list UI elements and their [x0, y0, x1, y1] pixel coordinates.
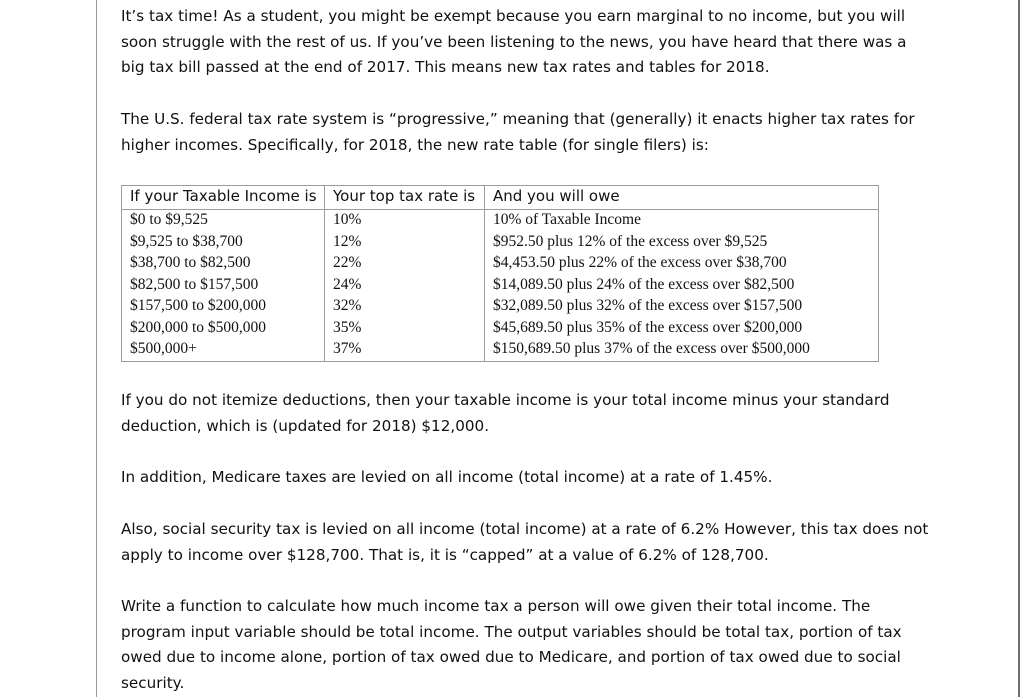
text-line: security. [121, 673, 185, 692]
table-header-row [122, 186, 879, 210]
income-range-cell: $38,700 to $82,500 [122, 253, 325, 275]
header-owe: And you will owe [485, 186, 879, 210]
text-line: owed due to income alone, portion of tax owed due to Medicare, and portion of tax owed due to social [121, 648, 901, 666]
task-paragraph [121, 594, 941, 696]
table-row [122, 296, 879, 318]
rate-cell: 12% [325, 232, 485, 254]
rate-cell: 35% [325, 318, 485, 340]
rate-cell: 24% [325, 275, 485, 297]
text-line: soon struggle with the rest of us. If you’ve been listening to the news, you have heard that there was a [121, 32, 907, 51]
progressive-paragraph [121, 107, 941, 158]
text-line: higher incomes. Specifically, for 2018, the new rate table (for single filers) is: [121, 135, 709, 154]
owe-cell: $4,453.50 plus 22% of the excess over $38,700 [485, 253, 879, 275]
rate-cell: 22% [325, 253, 485, 275]
table-row [122, 318, 879, 340]
text-line: apply to income over $128,700. That is, it is “capped” at a value of 6.2% of 128,700. [121, 545, 769, 564]
text-line: big tax bill passed at the end of 2017. This means new tax rates and tables for 2018. [121, 58, 770, 76]
income-range-cell: $0 to $9,525 [122, 210, 325, 232]
income-range-cell: $9,525 to $38,700 [122, 232, 325, 254]
text-line: In addition, Medicare taxes are levied on all income (total income) at a rate of 1.45%. [121, 468, 773, 486]
text-line: It’s tax time! As a student, you might be exempt because you earn marginal to no income, but you will [121, 7, 906, 25]
income-range-cell: $157,500 to $200,000 [122, 296, 325, 318]
text-line: deduction, which is (updated for 2018) $12,000. [121, 416, 490, 435]
rate-cell: 32% [325, 296, 485, 318]
text-line: program input variable should be total income. The output variables should be total tax, portion of tax [121, 622, 902, 641]
table-row [122, 232, 879, 254]
table-row [122, 339, 879, 361]
owe-cell: $32,089.50 plus 32% of the excess over $157,500 [485, 296, 879, 318]
intro-paragraph [121, 4, 941, 81]
text-line: Write a function to calculate how much income tax a person will owe given their total income. The [121, 597, 871, 615]
text-line: If you do not itemize deductions, then your taxable income is your total income minus your standard [121, 391, 890, 409]
page-left-edge [96, 0, 97, 697]
owe-cell: 10% of Taxable Income [485, 210, 879, 232]
table-row [122, 253, 879, 275]
owe-cell: $14,089.50 plus 24% of the excess over $82,500 [485, 275, 879, 297]
rate-cell: 37% [325, 339, 485, 361]
owe-cell: $45,689.50 plus 35% of the excess over $200,000 [485, 318, 879, 340]
text-line: The U.S. federal tax rate system is “progressive,” meaning that (generally) it enacts higher tax rates for [121, 110, 915, 128]
social-security-paragraph [121, 517, 941, 568]
income-range-cell: $82,500 to $157,500 [122, 275, 325, 297]
medicare-paragraph [121, 465, 941, 491]
owe-cell: $150,689.50 plus 37% of the excess over $500,000 [485, 339, 879, 361]
deduction-paragraph [121, 388, 941, 439]
header-taxable-income: If your Taxable Income is [122, 186, 325, 210]
tax-rate-table [121, 185, 879, 362]
header-top-rate: Your top tax rate is [325, 186, 485, 210]
page-right-edge [1018, 0, 1020, 697]
income-range-cell: $200,000 to $500,000 [122, 318, 325, 340]
text-line: Also, social security tax is levied on all income (total income) at a rate of 6.2% However, this tax does not [121, 520, 929, 538]
table-row [122, 275, 879, 297]
owe-cell: $952.50 plus 12% of the excess over $9,525 [485, 232, 879, 254]
income-range-cell: $500,000+ [122, 339, 325, 361]
rate-cell: 10% [325, 210, 485, 232]
table-row [122, 210, 879, 232]
